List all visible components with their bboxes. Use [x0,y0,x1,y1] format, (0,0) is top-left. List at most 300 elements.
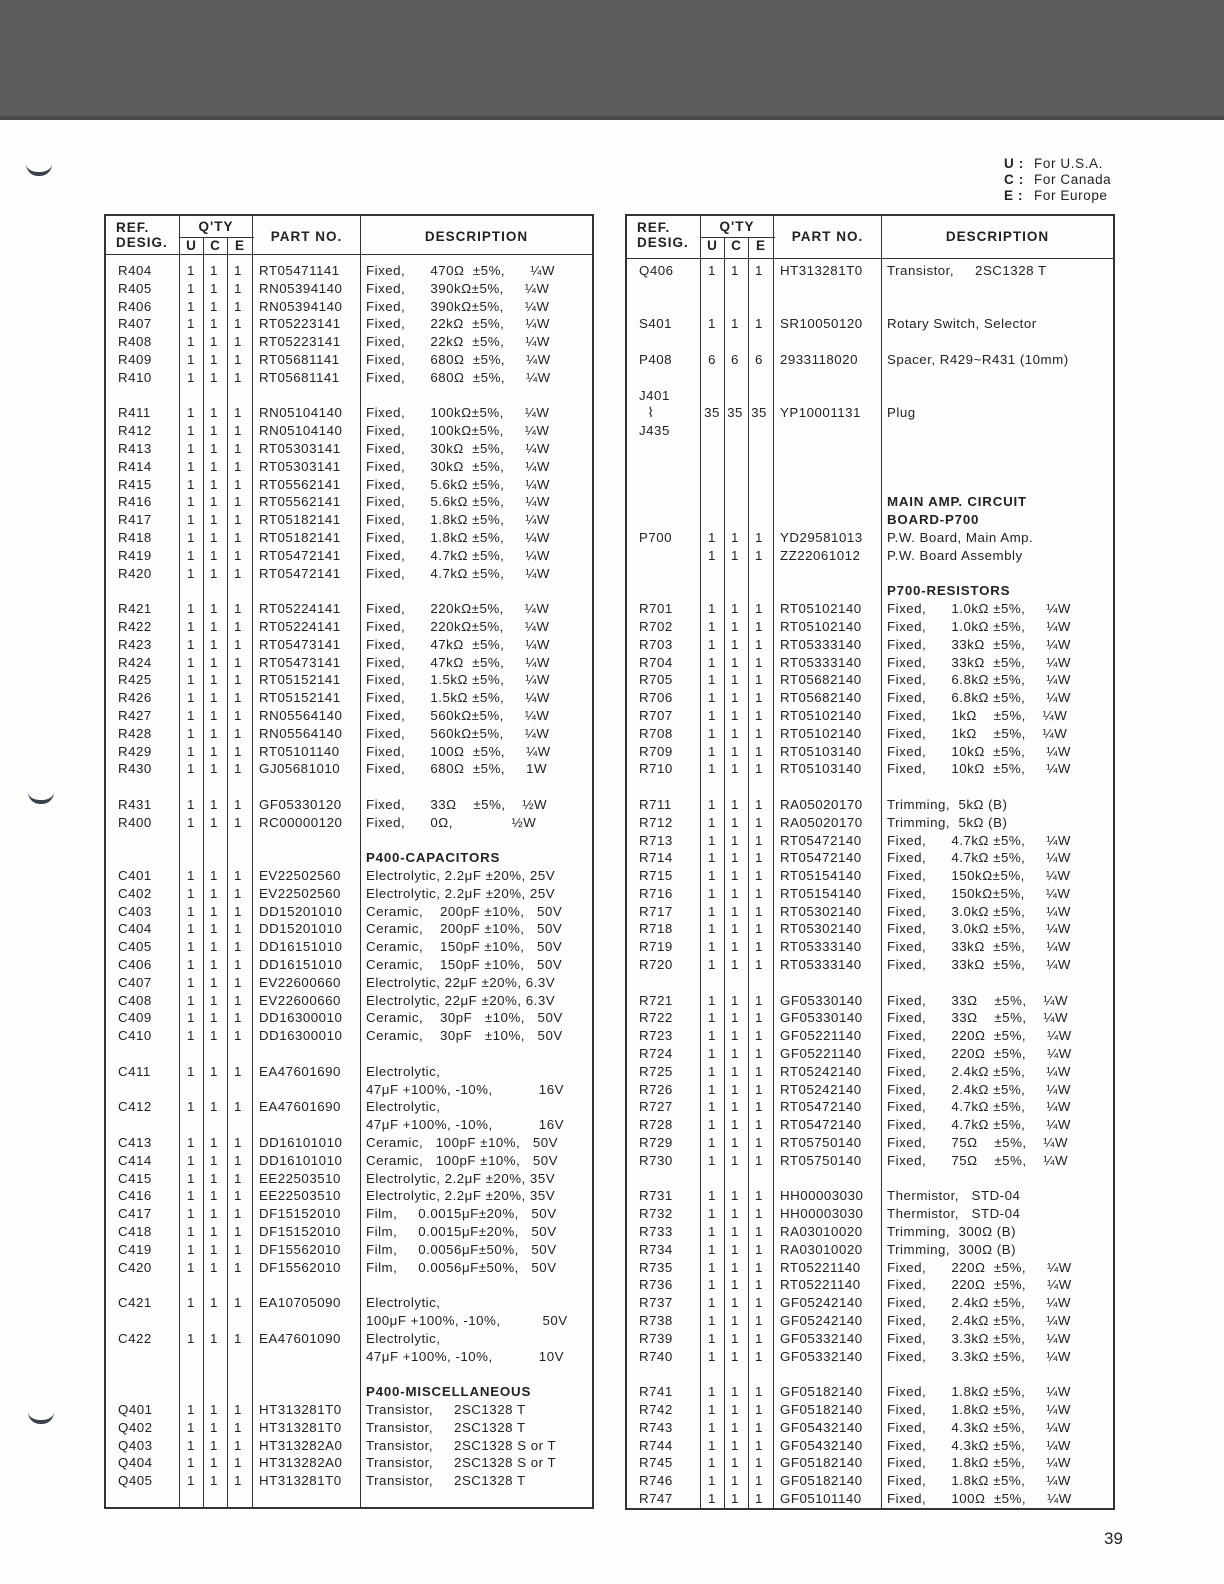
qty-e-cell: 1 [755,1348,763,1364]
parts-table-left [104,214,594,1509]
qty-u-cell: 1 [708,1277,716,1293]
qty-e-cell: 1 [234,743,242,759]
qty-c-cell: 1 [210,1241,218,1257]
qty-c-cell: 1 [731,1010,739,1026]
table-row [627,369,1113,387]
qty-e-cell: 1 [234,280,242,296]
part-no-cell: RT05154140 [780,868,862,884]
part-no-cell: RT05102140 [780,707,862,723]
table-row [106,440,592,458]
qty-c-cell: 1 [731,1117,739,1133]
qty-u-cell: 1 [187,494,195,510]
table-row [627,1454,1113,1472]
table-row [627,547,1113,565]
ref-desig-cell: R430 [118,761,152,777]
part-no-cell: HH00003030 [780,1206,864,1222]
qty-u-cell: 35 [704,405,720,421]
table-row [627,1134,1113,1152]
qty-u-cell: 1 [187,1224,195,1240]
qty-c-cell: 1 [210,1188,218,1204]
qty-e-cell: 1 [234,1028,242,1044]
qty-c-cell: 1 [210,885,218,901]
table-row [106,1401,592,1419]
ref-desig-cell: R404 [118,263,152,278]
qty-u-cell: 1 [187,565,195,581]
qty-c-cell: 1 [210,690,218,706]
ref-desig-cell: R710 [639,761,673,777]
qty-c-cell: 1 [731,850,739,866]
table-row [627,493,1113,511]
table-row [627,1187,1113,1205]
description-cell: 100μF +100%, -10%, 50V [366,1313,568,1329]
description-cell: Fixed, 33Ω ±5%, ¼W [887,1010,1069,1026]
part-no-cell: GF05332140 [780,1330,863,1346]
qty-u-cell: 1 [187,690,195,706]
ref-desig-cell: R715 [639,868,673,884]
description-cell: P.W. Board, Main Amp. [887,529,1034,545]
qty-u-cell: 1 [708,529,716,545]
qty-e-cell: 1 [755,1490,763,1506]
qty-c-cell: 1 [210,494,218,510]
table-row [106,298,592,316]
part-no-cell: RT05223141 [259,334,341,350]
part-no-cell: ZZ22061012 [780,547,861,563]
header-part-no: PART NO. [791,229,864,244]
ref-desig-cell: C411 [118,1063,151,1079]
part-no-cell: GF05432140 [780,1419,863,1435]
qty-c-cell: 1 [731,707,739,723]
part-no-cell: RT05682140 [780,690,862,706]
qty-u-cell: 1 [187,280,195,296]
part-no-cell: HT313282A0 [259,1455,343,1471]
table-row [627,689,1113,707]
ref-desig-cell: C415 [118,1170,152,1186]
part-no-cell: RN05104140 [259,405,343,421]
qty-e-cell: 1 [755,1117,763,1133]
qty-c-cell: 1 [731,547,739,563]
qty-e-cell: 1 [755,547,763,563]
qty-c-cell: 1 [210,654,218,670]
description-cell: Transistor, 2SC1328 T [366,1402,526,1417]
part-no-cell: RT05152141 [259,690,341,706]
description-cell: Fixed, 33kΩ ±5%, ¼W [887,957,1071,973]
part-no-cell: RT05302140 [780,921,862,937]
description-cell: Ceramic, 200pF ±10%, 50V [366,903,563,919]
qty-c-cell: 1 [731,939,739,955]
ref-desig-cell: R709 [639,743,673,759]
description-cell: Fixed, 33Ω ±5%, ¼W [887,992,1069,1008]
qty-u-cell: 1 [708,1099,716,1115]
ref-desig-cell: R719 [639,939,673,955]
part-no-cell: SR10050120 [780,316,863,332]
table-row [106,671,592,689]
description-cell: Fixed, 3.0kΩ ±5%, ¼W [887,921,1071,937]
table-row [106,1454,592,1472]
ref-desig-cell: R708 [639,725,673,741]
description-cell: Fixed, 4.3kΩ ±5%, ¼W [887,1419,1071,1435]
qty-c-cell: 1 [210,743,218,759]
part-no-cell: DF15562010 [259,1259,341,1275]
part-no-cell: GF05242140 [780,1313,863,1329]
table-row [627,1027,1113,1045]
qty-e-cell: 1 [234,636,242,652]
qty-u-cell: 1 [708,1206,716,1222]
qty-e-cell: 1 [755,1313,763,1329]
table-row [627,458,1113,476]
table-row [627,743,1113,761]
qty-c-cell: 1 [210,280,218,296]
binder-mark [26,164,52,176]
qty-c-cell: 1 [731,654,739,670]
qty-c-cell: 1 [731,672,739,688]
qty-c-cell: 1 [210,423,218,439]
qty-c-cell: 1 [731,1384,739,1400]
description-cell: Plug [887,405,916,421]
ref-desig-cell: Q405 [118,1473,153,1489]
part-no-cell: EA47601690 [259,1099,341,1115]
table-row [627,1294,1113,1312]
qty-u-cell: 1 [187,1170,195,1186]
table-row [106,1098,592,1116]
description-cell: P.W. Board Assembly [887,547,1023,563]
ref-desig-cell: R738 [639,1313,673,1329]
description-cell: Fixed, 6.8kΩ ±5%, ¼W [887,690,1071,706]
qty-c-cell: 1 [210,992,218,1008]
table-row [627,760,1113,778]
description-cell: Fixed, 220Ω ±5%, ¼W [887,1028,1072,1044]
qty-u-cell: 1 [187,1455,195,1471]
qty-c-cell: 1 [731,1028,739,1044]
ref-desig-cell: R742 [639,1402,673,1417]
destination-legend [1004,156,1111,204]
description-cell: Fixed, 3.0kΩ ±5%, ¼W [887,903,1071,919]
ref-desig-cell: J435 [639,423,670,439]
ref-desig-cell: R730 [639,1152,673,1168]
description-cell: Transistor, 2SC1328 S or T [366,1437,557,1453]
table-row [106,1116,592,1134]
part-no-cell: EA47601090 [259,1330,341,1346]
header-description: DESCRIPTION [424,229,529,244]
table-row [627,1383,1113,1401]
qty-c-cell: 1 [731,1188,739,1204]
description-cell: Fixed, 0Ω, ½W [366,814,537,830]
qty-c-cell: 1 [210,672,218,688]
description-cell: Fixed, 1kΩ ±5%, ¼W [887,725,1068,741]
part-no-cell: RT05101140 [259,743,340,759]
table-row [106,529,592,547]
qty-u-cell: 1 [187,636,195,652]
description-cell: Film, 0.0015μF±20%, 50V [366,1224,557,1240]
table-row [627,992,1113,1010]
qty-c-cell: 1 [731,263,739,278]
part-no-cell: RT05472140 [780,1099,862,1115]
qty-e-cell: 1 [234,316,242,332]
qty-c-cell: 1 [210,263,218,278]
description-cell: Fixed, 2.4kΩ ±5%, ¼W [887,1081,1071,1097]
description-cell: Trimming, 300Ω (B) [887,1224,1017,1240]
qty-c-cell: 1 [731,601,739,617]
ref-desig-cell: C416 [118,1188,152,1204]
qty-u-cell: 1 [708,690,716,706]
qty-u-cell: 1 [708,316,716,332]
part-no-cell: GF05221140 [780,1046,862,1062]
qty-u-cell: 1 [187,1330,195,1346]
part-no-cell: DD16151010 [259,939,343,955]
part-no-cell: RC00000120 [259,814,343,830]
qty-u-cell: 1 [187,334,195,350]
qty-e-cell: 1 [234,476,242,492]
description-cell: Ceramic, 200pF ±10%, 50V [366,921,563,937]
qty-e-cell: 1 [755,529,763,545]
part-no-cell: RT05333140 [780,654,862,670]
qty-c-cell: 1 [210,921,218,937]
description-cell: Electrolytic, 2.2μF ±20%, 25V [366,885,556,901]
ref-desig-cell: R739 [639,1330,673,1346]
part-no-cell: RT05472141 [259,547,341,563]
table-row [627,1348,1113,1366]
part-no-cell: RT05333140 [780,957,862,973]
description-cell: Film, 0.0056μF±50%, 50V [366,1259,557,1275]
qty-u-cell: 1 [187,939,195,955]
qty-c-cell: 1 [210,316,218,332]
qty-c-cell: 1 [210,529,218,545]
ref-desig-cell: Q406 [639,263,674,278]
ref-desig-cell: S401 [639,316,673,332]
table-row [627,903,1113,921]
qty-u-cell: 1 [708,868,716,884]
table-row [106,1063,592,1081]
qty-e-cell: 1 [234,494,242,510]
qty-e-cell: 1 [234,1152,242,1168]
part-no-cell: RT05472140 [780,850,862,866]
qty-e-cell: 6 [755,351,763,367]
qty-u-cell: 1 [187,868,195,884]
section-heading: P400-CAPACITORS [366,850,501,866]
description-cell: Fixed, 22kΩ ±5%, ¼W [366,316,550,332]
qty-u-cell: 1 [187,903,195,919]
qty-u-cell: 1 [708,1117,716,1133]
qty-c-cell: 1 [731,1419,739,1435]
part-no-cell: RT05473141 [259,654,341,670]
part-no-cell: RT05303141 [259,440,341,456]
description-cell: Electrolytic, 2.2μF ±20%, 35V [366,1188,556,1204]
qty-u-cell: 1 [187,992,195,1008]
part-no-cell: HT313281T0 [259,1419,342,1435]
ref-desig-cell: R400 [118,814,152,830]
qty-u-cell: 1 [187,1010,195,1026]
qty-e-cell: 1 [234,992,242,1008]
description-cell: Fixed, 5.6kΩ ±5%, ¼W [366,476,550,492]
qty-u-cell: 1 [187,1402,195,1417]
qty-u-cell: 1 [708,1384,716,1400]
part-no-cell: RT05471141 [259,263,340,278]
header-e: E [234,238,245,253]
table-row [106,351,592,369]
description-cell: Electrolytic, [366,1330,441,1346]
table-row [627,404,1113,422]
qty-c-cell: 1 [210,636,218,652]
ref-desig-cell: R425 [118,672,152,688]
table-row [627,938,1113,956]
ref-desig-cell: R724 [639,1046,673,1062]
header-qty: Q'TY [719,219,755,234]
table-row [627,1437,1113,1455]
table-row [627,814,1113,832]
qty-e-cell: 1 [755,903,763,919]
qty-e-cell: 1 [755,885,763,901]
description-cell: Fixed, 1.8kΩ ±5%, ¼W [887,1473,1071,1489]
qty-c-cell: 1 [731,868,739,884]
ref-desig-cell: R713 [639,832,673,848]
description-cell: Ceramic, 30pF ±10%, 50V [366,1028,563,1044]
description-cell: Film, 0.0015μF±20%, 50V [366,1206,557,1222]
qty-e-cell: 1 [755,1081,763,1097]
ref-desig-cell: R412 [118,423,152,439]
qty-u-cell: 1 [187,405,195,421]
part-no-cell: GF05432140 [780,1437,863,1453]
table-row [106,1009,592,1027]
table-row [627,1223,1113,1241]
ref-desig-cell: R716 [639,885,673,901]
qty-e-cell: 1 [234,1402,242,1417]
table-row [106,885,592,903]
qty-c-cell: 1 [210,957,218,973]
legend-usa: U : For U.S.A. [1004,156,1104,171]
qty-u-cell: 1 [708,992,716,1008]
part-no-cell: GF05182140 [780,1455,863,1471]
header-u: U [186,238,197,253]
table-row [627,1472,1113,1490]
qty-u-cell: 1 [187,814,195,830]
part-no-cell: EV22600660 [259,992,341,1008]
ref-desig-cell: R726 [639,1081,673,1097]
ref-desig-cell: R416 [118,494,152,510]
qty-e-cell: 1 [234,1224,242,1240]
part-no-cell: YD29581013 [780,529,863,545]
table-row [106,582,592,600]
table-row [627,867,1113,885]
qty-e-cell: 1 [234,1455,242,1471]
qty-e-cell: 1 [755,796,763,812]
description-cell: Ceramic, 150pF ±10%, 50V [366,957,563,973]
qty-e-cell: 1 [755,1010,763,1026]
header-c: C [210,238,221,253]
qty-c-cell: 1 [210,796,218,812]
table-row [106,849,592,867]
header-ref: REF. DESIG. [116,220,168,250]
ref-desig-cell: R711 [639,796,672,812]
ref-desig-cell: R721 [639,992,673,1008]
qty-e-cell: 1 [755,832,763,848]
qty-u-cell: 1 [708,1081,716,1097]
table-row [106,1170,592,1188]
qty-u-cell: 1 [187,1437,195,1453]
qty-c-cell: 1 [210,1028,218,1044]
qty-c-cell: 1 [210,1063,218,1079]
ref-desig-cell: R424 [118,654,152,670]
description-cell: Fixed, 47kΩ ±5%, ¼W [366,636,550,652]
part-no-cell: HH00003030 [780,1188,864,1204]
description-cell: Fixed, 560kΩ±5%, ¼W [366,725,550,741]
table-row [106,707,592,725]
qty-e-cell: 1 [755,1224,763,1240]
qty-e-cell: 1 [755,761,763,777]
part-no-cell: YP10001131 [780,405,861,421]
qty-c-cell: 1 [210,1295,218,1311]
qty-u-cell: 1 [708,1188,716,1204]
part-no-cell: RT05182141 [259,512,341,528]
ref-desig-cell: C412 [118,1099,152,1115]
ref-desig-cell: P408 [639,351,673,367]
qty-u-cell: 1 [187,440,195,456]
description-cell: Electrolytic, [366,1063,441,1079]
qty-c-cell: 1 [731,1135,739,1151]
qty-u-cell: 1 [187,512,195,528]
ref-desig-cell: C422 [118,1330,152,1346]
qty-e-cell: 1 [755,743,763,759]
part-no-cell: RT05472140 [780,832,862,848]
part-no-cell: 2933118020 [780,351,858,367]
description-cell: Fixed, 100kΩ±5%, ¼W [366,405,550,421]
qty-u-cell: 1 [187,885,195,901]
ref-desig-cell: R744 [639,1437,673,1453]
qty-u-cell: 1 [708,850,716,866]
ref-desig-cell: R735 [639,1259,673,1275]
part-no-cell: RT05102140 [780,601,862,617]
qty-c-cell: 1 [731,1152,739,1168]
table-row [106,796,592,814]
table-row [627,1116,1113,1134]
qty-e-cell: 1 [234,974,242,990]
qty-u-cell: 1 [708,1259,716,1275]
description-cell: Trimming, 5kΩ (B) [887,814,1008,830]
table-row [106,1223,592,1241]
table-row [627,1490,1113,1508]
qty-c-cell: 1 [210,476,218,492]
qty-c-cell: 1 [210,601,218,617]
table-row [106,315,592,333]
table-row [627,1419,1113,1437]
description-cell: Fixed, 680Ω ±5%, 1W [366,761,548,777]
table-row [106,1348,592,1366]
table-row [106,725,592,743]
ref-desig-cell: Q402 [118,1419,153,1435]
qty-u-cell: 1 [708,1419,716,1435]
ref-desig-cell: C417 [118,1206,152,1222]
ref-desig-cell: C407 [118,974,152,990]
qty-e-cell: 1 [755,1259,763,1275]
qty-e-cell: 35 [751,405,767,421]
qty-c-cell: 1 [731,725,739,741]
ref-desig-cell: R741 [639,1384,673,1400]
ref-desig-cell: R405 [118,280,152,296]
description-cell: Fixed, 560kΩ±5%, ¼W [366,707,550,723]
part-no-cell: DD16101010 [259,1135,343,1151]
part-no-cell: RT05221140 [780,1277,861,1293]
description-cell: Fixed, 1.0kΩ ±5%, ¼W [887,618,1071,634]
ref-desig-cell: R413 [118,440,152,456]
part-no-cell: RT05242140 [780,1081,862,1097]
part-no-cell: RN05564140 [259,725,343,741]
description-cell: Fixed, 33kΩ ±5%, ¼W [887,636,1071,652]
qty-c-cell: 1 [210,707,218,723]
qty-c-cell: 1 [731,1490,739,1506]
qty-e-cell: 1 [755,1063,763,1079]
table-row [106,387,592,405]
description-cell: Fixed, 100Ω ±5%, ¼W [887,1490,1072,1506]
description-cell: Thermistor, STD-04 [887,1206,1021,1222]
qty-e-cell: 1 [234,440,242,456]
